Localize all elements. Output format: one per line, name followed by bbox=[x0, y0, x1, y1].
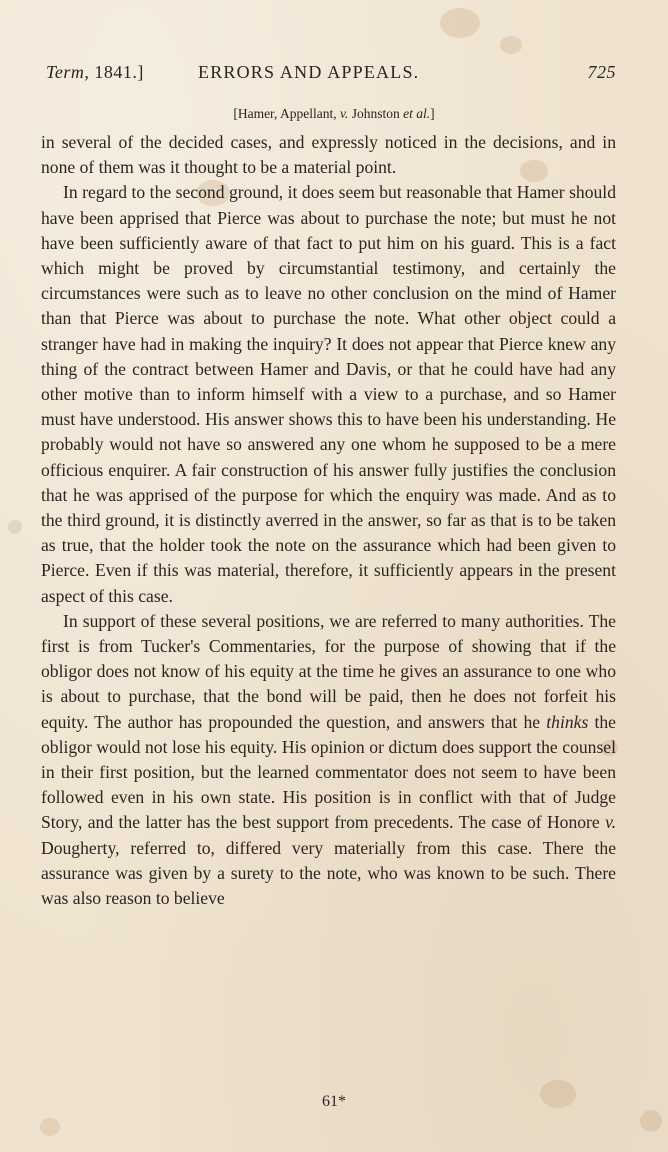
paragraph-3-part-2: the obligor would not lose his equity. His opinion or dictum does support the counsel in their first position, but the learned commentator does not seem to have been followed even in his own state. His position is in conflict with that of Judge Story, and the latter has the best support from precedents. The case of Honore bbox=[41, 711, 616, 833]
caption-et-al: et al. bbox=[403, 106, 431, 121]
caption-appellant: Hamer, Appellant, bbox=[237, 106, 337, 121]
foxing-stain bbox=[40, 1118, 60, 1136]
paragraph-3-part-1: In support of these several positions, we are referred to many authorities. The first is from Tucker's Commentaries, for the purpose of showing that if the obligor does not know of his equity at the time he gives an assurance to one who is about to purchase, that the bond will be paid, then he does not forfeit his equity. The author has propounded the question, and answers that he bbox=[41, 610, 616, 732]
running-head-title: ERRORS AND APPEALS. bbox=[198, 62, 420, 82]
caption-open-bracket: [ bbox=[233, 106, 238, 121]
page-number: 725 bbox=[587, 62, 616, 82]
foxing-stain bbox=[640, 1110, 662, 1132]
term-year: 1841.] bbox=[94, 62, 144, 82]
running-head bbox=[46, 62, 616, 86]
paragraph-2: In regard to the second ground, it does seem but reasonable that Hamer should have been apprised that Pierce was about to purchase the note; but must he not have been sufficiently aware of that fact to put him on his guard. This is a fact which might be proved by circumstantial testimony, and certainly the circumstances were such as to leave no other conclusion on the mind of Hamer than that Pierce was about to purchase the note. What other object could a stranger have had in making the inquiry? It does not appear that Pierce knew any thing of the contract between Hamer and Davis, or that he could have had any other motive than to inform himself with a view to a purchase, and so Hamer must have understood. His answer shows this to have been his understanding. He probably would not have so answered any one whom he supposed to be a mere officious enquirer. A fair construction of his answer fully justifies the conclusion that he was apprised of the purpose for which the enquiry was made. And as to the third ground, it is distinctly averred in the answer, so far as that is to be taken as true, that the holder took the note on the assurance which had been given to Pierce. Even if this was material, therefore, it sufficiently appears in the present aspect of this case. bbox=[41, 182, 616, 606]
case-caption bbox=[0, 106, 668, 122]
term-label: Term, bbox=[46, 62, 90, 82]
body-text bbox=[41, 130, 616, 911]
caption-respondent: Johnston bbox=[351, 106, 400, 121]
paragraph-1: in several of the decided cases, and expressly noticed in the decisions, and in none of them was it thought to be a material point. bbox=[41, 132, 616, 178]
foxing-stain bbox=[500, 36, 522, 54]
caption-close-bracket: ] bbox=[430, 106, 435, 121]
foxing-stain bbox=[8, 520, 22, 534]
caption-versus: v. bbox=[340, 106, 349, 121]
italic-thinks: thinks bbox=[546, 711, 589, 732]
signature-mark: 61* bbox=[322, 1093, 346, 1110]
case-versus: v. bbox=[605, 812, 617, 833]
running-head-term bbox=[46, 62, 144, 83]
foxing-stain bbox=[440, 8, 480, 38]
paragraph-3-part-3: Dougherty, referred to, differed very materially from this case. There the assurance was given by a surety to the note, who was known to be such. There was also reason to believe bbox=[41, 837, 616, 909]
paragraph-3 bbox=[41, 609, 616, 911]
